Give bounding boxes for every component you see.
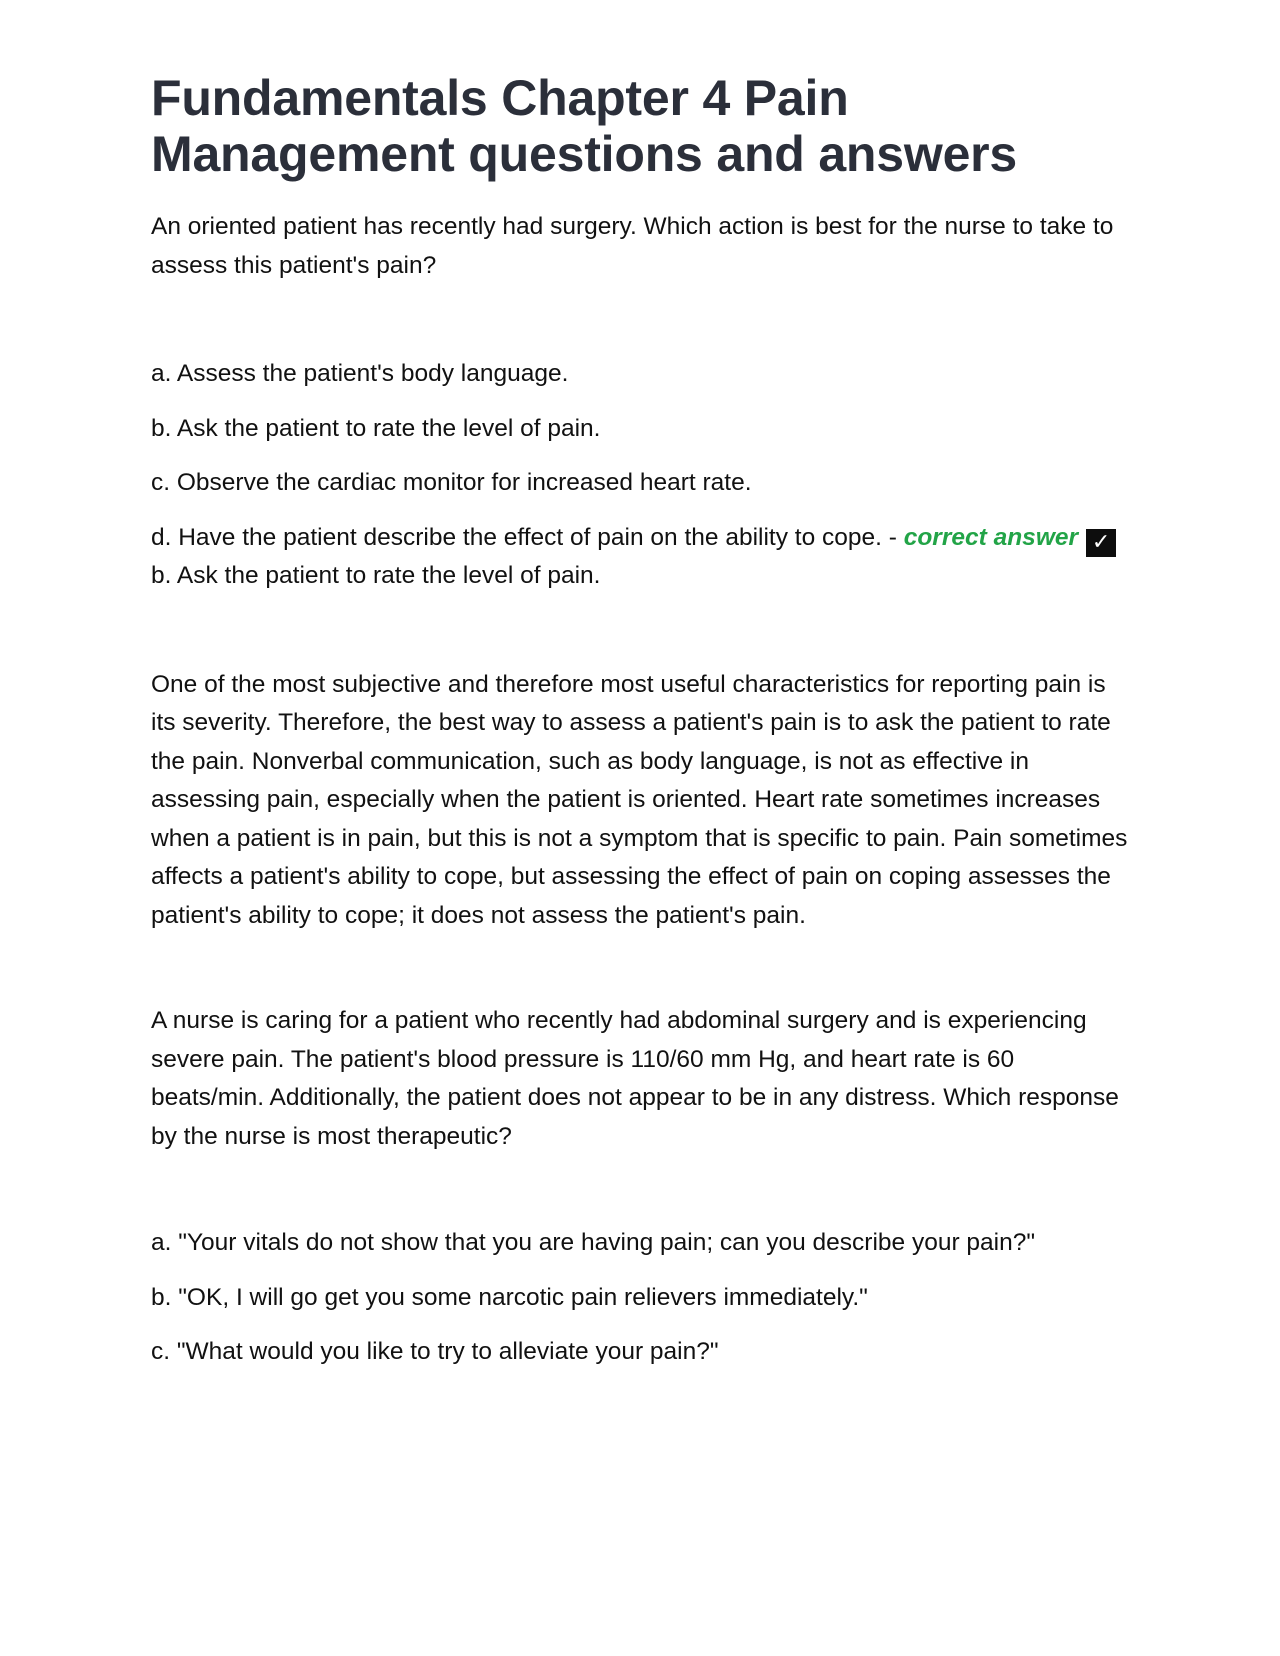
q1-rationale: One of the most subjective and therefore most useful characteristics for reporting pain is its severity. Therefore, the best way to assess a patient's pain is to ask the patient to rate the pain. Nonverbal communication, such as body language, is not as effective in assessing pain, especially when the patient is oriented. Heart rate sometimes increases when a patient is in pain, but this is not a symptom that is specific to pain. Pain sometimes affects a patient's ability to cope, but assessing the effect of pain on coping assesses the patient's ability to cope; it does not assess the patient's pain. [151, 670, 1128, 929]
q1-option-a: a. Assess the patient's body language. [151, 360, 569, 387]
q2-option-c: c. "What would you like to try to alleviate your pain?" [151, 1338, 719, 1365]
page-title: Fundamentals Chapter 4 Pain Management questions and answers [151, 70, 1018, 182]
q1-option-d-with-answer [151, 519, 1131, 596]
q1-option-b: b. Ask the patient to rate the level of pain. [151, 414, 601, 442]
question-1: An oriented patient has recently had surgery. Which action is best for the nurse to take to assess this patient's pain? [151, 213, 1114, 279]
q2-option-a: a. "Your vitals do not show that you are having pain; can you describe your pain?" [151, 1229, 1036, 1256]
document-page [151, 70, 1131, 1388]
spacer [151, 285, 1131, 355]
question-2: A nurse is caring for a patient who recently had abdominal surgery and is experiencing severe pain. The patient's blood pressure is 110/60 mm Hg, and heart rate is 60 beats/min. Additionally, the patient does not appear to be in any distress. Which response by the nurse is most therapeutic? [151, 1007, 1119, 1150]
spacer [151, 1156, 1131, 1224]
q1-option-d: d. Have the patient describe the effect of pain on the ability to cope. - [151, 523, 904, 551]
correct-answer-label: correct answer [903, 523, 1079, 551]
checkmark-icon: ✓ [1086, 529, 1116, 557]
spacer [151, 935, 1131, 1002]
q2-option-b: b. "OK, I will go get you some narcotic pain relievers immediately." [151, 1283, 868, 1311]
spacer [151, 612, 1131, 666]
q1-option-c: c. Observe the cardiac monitor for increased heart rate. [151, 469, 752, 496]
q1-answer: b. Ask the patient to rate the level of pain. [151, 562, 601, 589]
